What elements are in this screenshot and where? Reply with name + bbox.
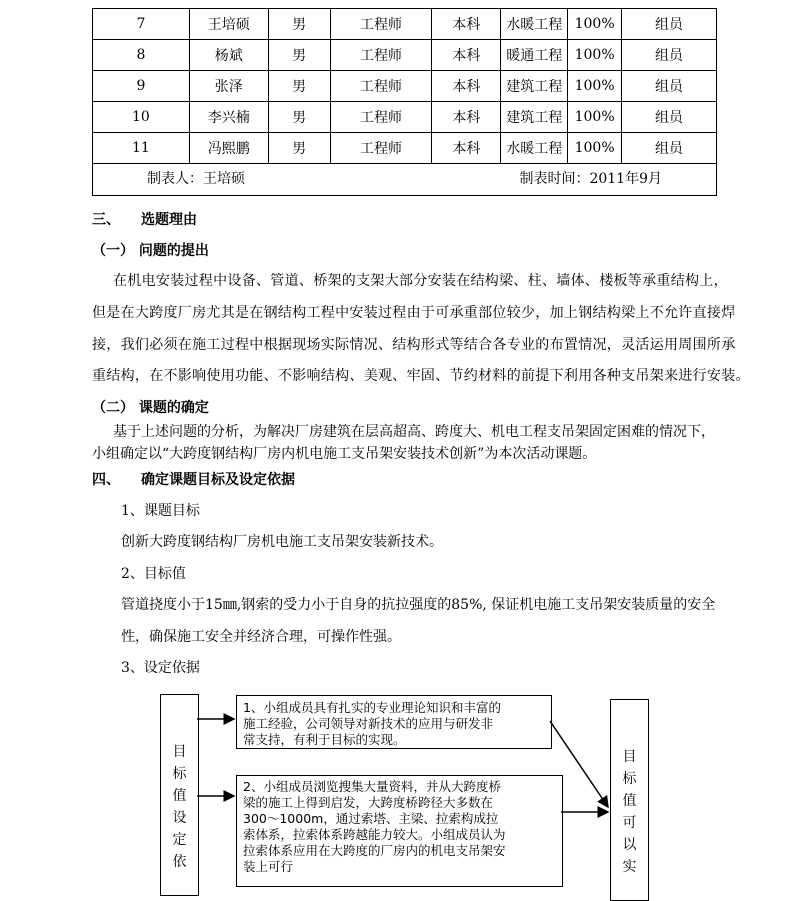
table-cell: 100% xyxy=(568,40,622,71)
para1-line4: 重结构，在不影响使用功能、不影响结构、美观、牢固、节约材料的前提下利用各种支吊架来进行安装。 xyxy=(92,368,750,384)
table-cell: 本科 xyxy=(432,133,501,164)
table-cell: 本科 xyxy=(432,40,501,71)
diagram-text-line: 定 xyxy=(172,832,187,848)
table-date: 制表时间：2011年9月 xyxy=(519,171,662,187)
table-cell: 建筑工程 xyxy=(501,71,568,102)
target-item: 2、目标值 xyxy=(121,566,186,582)
diagram-text-line: 300～1000m，通过索塔、主梁、拉索构成拉 xyxy=(243,811,499,826)
diagram-text-line: 设 xyxy=(172,810,187,826)
table-cell: 张泽 xyxy=(189,71,268,102)
diagram-text-line: 目 xyxy=(622,749,637,765)
table-cell: 建筑工程 xyxy=(501,102,568,133)
arrow-box1-to-right xyxy=(550,721,608,807)
table-cell: 组员 xyxy=(622,71,717,102)
table-cell: 男 xyxy=(268,133,330,164)
table-cell: 组员 xyxy=(622,133,717,164)
table-cell: 7 xyxy=(93,9,190,40)
diagram-text-line: 1、小组成员具有扎实的专业理论知识和丰富的 xyxy=(243,700,501,715)
table-cell: 工程师 xyxy=(330,71,432,102)
table-cell: 冯熙鹏 xyxy=(189,133,268,164)
para1-line3: 接，我们必须在施工过程中根据现场实际情况、结构形式等结合各专业的布置情况，灵活运用周围所承 xyxy=(92,337,736,353)
diagram-text-line: 以 xyxy=(622,837,637,853)
diagram-text-line: 依 xyxy=(172,854,187,870)
diagram-text-line: 实 xyxy=(622,859,637,875)
diagram-text-line: 拉索体系应用在大跨度的厂房内的机电支吊架安 xyxy=(243,843,506,858)
diagram-text-line: 目 xyxy=(172,744,187,760)
diagram-text-line: 可 xyxy=(622,815,637,831)
diagram-text-line: 值 xyxy=(622,793,637,809)
section3-heading-num: 三、 xyxy=(92,212,120,228)
table-author: 制表人：王培硕 xyxy=(147,171,245,187)
table-cell: 工程师 xyxy=(330,9,432,40)
goal-item: 1、课题目标 xyxy=(121,503,200,519)
table-cell: 暖通工程 xyxy=(501,40,568,71)
table-cell: 100% xyxy=(568,71,622,102)
table-cell: 10 xyxy=(93,102,190,133)
para1-line2: 但是在大跨度厂房尤其是在钢结构工程中安装过程由于可承重部位较少，加上钢结构梁上不允许直接焊 xyxy=(92,305,736,321)
section4-heading-num: 四、 xyxy=(92,472,120,488)
section4-heading: 确定课题目标及设定依据 xyxy=(141,472,295,488)
table-cell: 王培硕 xyxy=(189,9,268,40)
para2-line2: 小组确定以“大跨度钢结构厂房内机电施工支吊架安装技术创新”为本次活动课题。 xyxy=(92,446,597,462)
table-cell: 本科 xyxy=(432,71,501,102)
basis-item: 3、设定依据 xyxy=(121,660,200,676)
diagram-text-line: 标 xyxy=(172,766,187,782)
table-cell: 100% xyxy=(568,102,622,133)
table-cell: 男 xyxy=(268,9,330,40)
table-cell: 水暖工程 xyxy=(501,9,568,40)
table-cell: 水暖工程 xyxy=(501,133,568,164)
table-cell: 本科 xyxy=(432,102,501,133)
para2-line1: 基于上述问题的分析，为解决厂房建筑在层高超高、跨度大、机电工程支吊架固定困难的情况下， xyxy=(113,424,715,440)
table-cell: 杨斌 xyxy=(189,40,268,71)
table-cell: 9 xyxy=(93,71,190,102)
diagram-text-line: 梁的施工上得到启发，大跨度桥跨径大多数在 xyxy=(243,795,494,810)
table-cell: 男 xyxy=(268,40,330,71)
table-cell: 本科 xyxy=(432,9,501,40)
diagram-text-line: 值 xyxy=(172,788,187,804)
table-cell: 组员 xyxy=(622,102,717,133)
table-cell: 李兴楠 xyxy=(189,102,268,133)
diagram-text-line: 常支持，有利于目标的实现。 xyxy=(243,732,406,747)
target-text-line2: 性，确保施工安全并经济合理，可操作性强。 xyxy=(121,629,401,645)
table-cell: 8 xyxy=(93,40,190,71)
table-cell: 工程师 xyxy=(330,133,432,164)
goal-text: 创新大跨度钢结构厂房机电施工支吊架安装新技术。 xyxy=(121,534,443,550)
table-cell: 工程师 xyxy=(330,102,432,133)
section3-heading: 选题理由 xyxy=(141,212,197,228)
diagram-text-line: 标 xyxy=(622,771,637,787)
diagram-text-line: 索体系，拉索体系跨越能力较大。小组成员认为 xyxy=(243,827,506,842)
table-cell: 11 xyxy=(93,133,190,164)
table-cell: 男 xyxy=(268,71,330,102)
diagram-text-line: 装上可行 xyxy=(243,859,294,874)
table-cell: 100% xyxy=(568,9,622,40)
table-cell: 组员 xyxy=(622,9,717,40)
diagram-text-line: 2、小组成员浏览搜集大量资料，并从大跨度桥 xyxy=(243,779,501,794)
table-cell: 组员 xyxy=(622,40,717,71)
section3-sub2: （二） 课题的确定 xyxy=(92,400,209,416)
para1-line1: 在机电安装过程中设备、管道、桥架的支架大部分安装在结构梁、柱、墙体、楼板等承重结构上， xyxy=(113,273,728,289)
table-cell: 工程师 xyxy=(330,40,432,71)
diagram-text-line: 施工经验，公司领导对新技术的应用与研发非 xyxy=(243,716,494,731)
table-cell: 男 xyxy=(268,102,330,133)
section3-sub1: （一） 问题的提出 xyxy=(92,243,209,259)
target-text-line1: 管道挠度小于15㎜,钢索的受力小于自身的抗拉强度的85%, 保证机电施工支吊架安装质量的安全 xyxy=(121,597,716,613)
table-cell: 100% xyxy=(568,133,622,164)
